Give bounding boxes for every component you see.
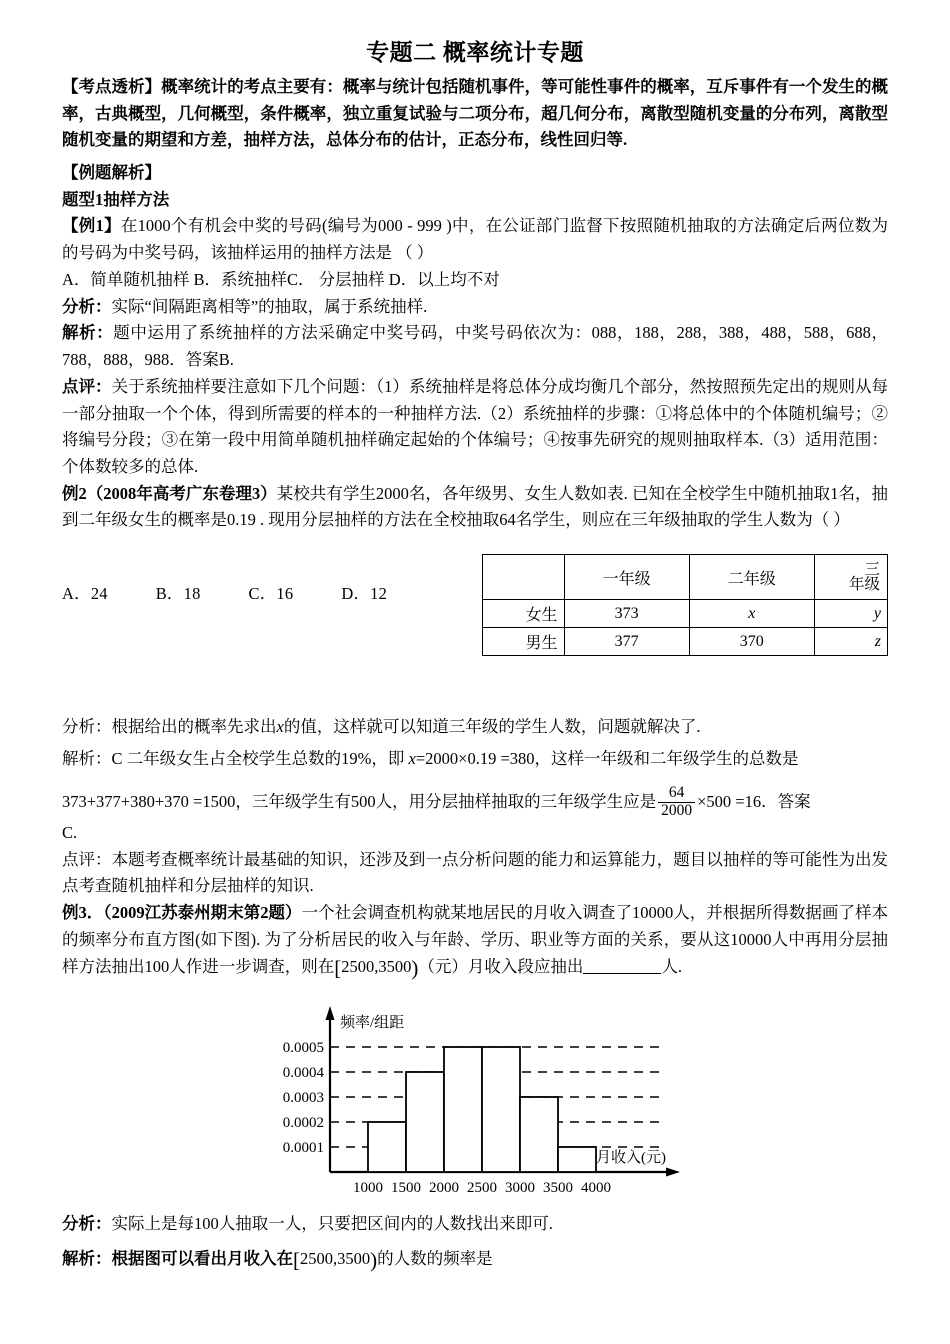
example1-jiexi-label: 解析： [62,323,114,343]
table-corner-cell [483,555,565,600]
kaodian-label: 【考点透析】 [62,76,162,96]
table-header-grade3 [814,555,887,600]
histogram-bar-1500-2000 [406,1072,444,1172]
example2-jiexi-part1: C 二年级女生占全校学生总数的19%，即 [111,748,405,768]
example2-dianping [62,847,888,900]
example3-fenxi-text: 实际上是每100人抽取一人，只要把区间内的人数找出来即可. [111,1214,553,1234]
example1-dianping-text: 关于系统抽样要注意如下几个问题：（1）系统抽样是将总体分成均衡几个部分，然按照预先定出的规则从每一部分抽取一个个体，得到所需要的样本的一种抽样方法.（2）系统抽样的步骤：①将总体中的个体随机编号；②将编号分段；③在第一段中用简单随机抽样确定起始的个体编号；④按事先研究的规则抽取样本.（3）适用范围：个体数较多的总体. [62,376,889,476]
y-tick-label-0.0004: 0.0004 [282,1065,324,1082]
x-tick-label-3000: 3000 [505,1180,535,1197]
histogram-bar-3500-4000 [558,1147,596,1172]
example2-jiexi-answer: C. [62,823,78,842]
example1-stem [62,213,888,266]
table-row [483,600,888,628]
y-axis-arrow [326,1006,335,1020]
example1-options: A．简单随机抽样 B．系统抽样C． 分层抽样 D．以上均不对 [62,269,500,289]
example2-dianping-text: 本题考查概率统计最基础的知识，还涉及到一点分析问题的能力和运算能力，题目以抽样的等可能性为出发点考查随机抽样和分层抽样的知识. [62,849,889,896]
example1-stem-text: 在1000个有机会中奖的号码(编号为000 - 999 )中，在公证部门监督下按照随机抽取的方法确定后两位数为的号码为中奖号码，该抽样运用的抽样方法是 （ ） [62,216,889,263]
y-tick-label-0.0003: 0.0003 [282,1090,324,1107]
example1-jiexi [62,320,888,373]
example2-eq2: 373+377+380+370 =1500 [62,791,236,811]
table-cell-male-grade3: z [814,628,887,656]
example3-stem-a: 一个社会调查机构就某地居民的月收入调查了10000人，并根据所得数据画了样本的频率分布直方图(如下图). 为了分析居民的收入与年龄、学历、职业等方面的关系，要从这10000人中再用分层抽样方法抽出100人作进一步调查，则在 [62,903,889,976]
example2-jiexi-part3: ，三年级学生有500人，用分层抽样抽取的三年级学生应是 [235,791,657,811]
example3-stem-c: 人. [661,956,682,976]
x-tick-label-1500: 1500 [391,1180,421,1197]
fraction-64-over-2000 [658,785,695,819]
example2-option-a: A．24 [62,584,108,604]
fraction-denominator: 2000 [658,802,695,820]
example2-fenxi-text-a: 根据给出的概率先求出 [111,717,277,737]
x-tick-label-4000: 4000 [581,1180,611,1197]
example2-jiexi-label: 解析： [62,748,112,768]
y-tick-label-0.0002: 0.0002 [282,1115,324,1132]
example2-fenxi-var: x [276,717,284,737]
example3-fenxi-label: 分析： [62,1214,112,1234]
example2-eq3: ×500 =16 [697,791,762,811]
table-row-label-male: 男生 [483,628,565,656]
example2-option-c: C．16 [248,584,294,604]
histogram-bar-3000-3500 [520,1097,558,1172]
example3-fenxi [62,1211,888,1238]
y-tick-label-0.0001: 0.0001 [282,1140,324,1157]
example1-dianping [62,374,888,481]
example2-dianping-label: 点评： [62,849,112,869]
y-tick-label-0.0005: 0.0005 [282,1040,324,1057]
kaodian-paragraph [62,74,888,154]
example2-stem-text: 某校共有学生2000名，各年级男、女生人数如表. 已知在全校学生中随机抽取1名，抽到二年级女生的概率是0.19 . 现用分层抽样的方法在全校抽取64名学生，则应在三年级抽取的学生人数为（ ） [62,483,889,530]
table-row-label-female: 女生 [483,600,565,628]
table-header-grade3-line1: 三 [864,560,880,578]
example1-fenxi-label: 分析： [62,296,112,316]
x-tick-label-2000: 2000 [429,1180,459,1197]
example2-option-d: D．12 [341,584,388,604]
histogram-bar-2500-3000 [482,1047,520,1172]
tixing1-heading: 题型1抽样方法 [62,189,170,209]
example2-jiexi-line2 [62,784,888,820]
example2-stem [62,481,888,534]
histogram-bar-1000-1500 [368,1122,406,1172]
table-cell-male-grade2: 370 [689,628,814,656]
table-row [483,628,888,656]
example2-jiexi-part4: ．答案 [761,791,811,811]
example3-jiexi [62,1246,888,1273]
example3-stem-b: （元）月收入段应抽出 [418,956,584,976]
example3-jiexi-text-b: 的人数的频率是 [377,1249,493,1269]
example3-label: 例3．（2009江苏泰州期末第2题） [62,903,302,923]
x-tick-label-1000: 1000 [353,1180,383,1197]
x-tick-label-2500: 2500 [467,1180,497,1197]
histogram-svg [260,994,690,1209]
example3-jiexi-text-a: 根据图可以看出月收入在 [111,1249,293,1269]
x-tick-label-3500: 3500 [543,1180,573,1197]
example2-fenxi-text-b: 的值，这样就可以知道三年级的学生人数，问题就解决了. [283,717,701,737]
example1-fenxi-text: 实际“间隔距离相等”的抽取，属于系统抽样. [111,296,428,316]
example1-jiexi-text: 题中运用了系统抽样的方法采确定中奖号码，中奖号码依次为：088，188，288，388，488，588，688，788，888，988．答案B. [62,323,889,370]
page-title: 专题二 概率统计专题 [366,40,584,65]
frequency-histogram [62,994,888,1209]
interval-open-bracket: [ [334,955,342,980]
table-cell-female-grade1: 373 [564,600,689,628]
example2-option-b: B．18 [155,584,201,604]
example1-label: 【例1】 [62,216,121,236]
jiexi-interval-close-paren: ) [370,1248,378,1273]
example2-fenxi [62,714,888,741]
grade-table [482,554,888,656]
example3-interval: 2500,3500 [341,956,412,976]
x-axis-arrow [666,1168,680,1177]
example3-jiexi-interval: 2500,3500 [300,1249,371,1269]
example2-label: 例2（2008年高考广东卷理3） [62,483,277,503]
fraction-numerator: 64 [668,784,685,802]
litijiexi-heading: 【例题解析】 [62,163,161,183]
table-header-grade1: 一年级 [564,555,689,600]
example2-fenxi-label: 分析： [62,717,112,737]
example1-dianping-label: 点评： [62,376,112,396]
table-header-row [483,555,888,600]
answer-blank [583,973,661,974]
example2-eq1: =2000×0.19 =380 [415,748,535,768]
example2-options [62,554,482,604]
table-cell-female-grade2: x [689,600,814,628]
table-cell-male-grade1: 377 [564,628,689,656]
table-header-grade2: 二年级 [689,555,814,600]
example2-jiexi-part2: ，这样一年级和二年级学生的总数是 [534,748,799,768]
example3-stem [62,900,888,980]
example1-fenxi [62,294,888,321]
histogram-bar-2000-2500 [444,1047,482,1172]
example2-choices-and-table [62,554,888,656]
kaodian-text: 概率统计的考点主要有：概率与统计包括随机事件，等可能性事件的概率，互斥事件有一个发生的概率，古典概型，几何概型，条件概率，独立重复试验与二项分布，超几何分布，离散型随机变量的分布列，离散型随机变量的期望和方差，抽样方法，总体分布的估计，正态分布，线性回归等. [62,76,889,150]
example2-eq1-var: x [408,748,416,768]
table-cell-female-grade3: y [814,600,887,628]
interval-close-paren: ) [411,955,419,980]
y-axis-label: 频率/组距 [340,1015,405,1032]
example2-jiexi [62,745,888,774]
table-header-grade3-line2: 年级 [848,576,880,594]
x-axis-label: 月收入(元) [596,1150,666,1167]
example3-jiexi-label: 解析： [62,1249,112,1269]
jiexi-interval-open-bracket: [ [293,1248,300,1273]
